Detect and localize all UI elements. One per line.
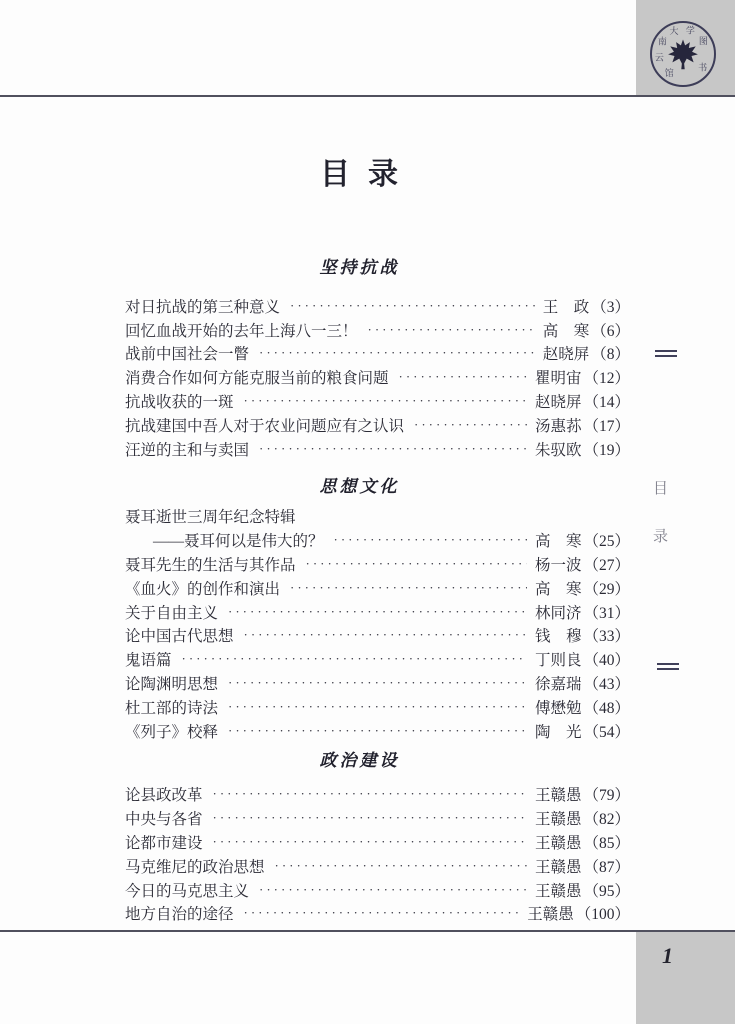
entry-author: 王赣愚 — [534, 835, 582, 853]
dot-leader — [399, 369, 527, 385]
margin-title-label — [653, 477, 668, 546]
toc-content — [125, 0, 630, 925]
bottom-right-margin-band — [636, 932, 735, 1024]
section-header: 坚持抗战 — [319, 258, 400, 277]
entry-author: 丁则良 — [534, 652, 582, 670]
dot-leader — [244, 393, 527, 409]
section-thought-culture — [125, 475, 630, 743]
section-political-construction — [125, 749, 630, 926]
toc-list — [125, 294, 630, 461]
entry-page: （6） — [591, 322, 630, 340]
dot-leader — [306, 556, 527, 572]
toc-entry — [125, 576, 630, 600]
entry-title: 马克维尼的政治思想 — [125, 858, 265, 876]
entry-title: 聂耳先生的生活与其作品 — [125, 557, 296, 575]
entry-page: （40） — [583, 652, 630, 670]
toc-entry — [125, 294, 630, 318]
toc-entry — [125, 830, 630, 854]
entry-page: （33） — [583, 628, 630, 646]
entry-title: 中央与各省 — [125, 811, 203, 829]
entry-page: （43） — [583, 676, 630, 694]
margin-label-char: 目 — [653, 481, 669, 497]
toc-entry — [125, 600, 630, 624]
entry-page: （95） — [583, 882, 630, 900]
dot-leader — [213, 834, 527, 850]
entry-author: 徐嘉瑞 — [534, 676, 582, 694]
entry-page: （27） — [583, 557, 630, 575]
seal-char: 大 — [669, 26, 679, 37]
section-resist-war — [125, 256, 630, 461]
toc-entry — [125, 413, 630, 437]
toc-entry — [125, 854, 630, 878]
dot-leader — [182, 651, 527, 667]
entry-title: 论都市建设 — [125, 835, 203, 853]
toc-entry — [125, 437, 630, 461]
dot-leader — [290, 298, 535, 314]
dot-leader — [244, 627, 527, 643]
entry-author: 王赣愚 — [527, 906, 574, 924]
entry-page: （85） — [583, 835, 630, 853]
entry-author: 傅懋勉 — [534, 699, 582, 717]
dot-leader — [259, 882, 527, 898]
dot-leader — [275, 858, 527, 874]
toc-entry — [125, 695, 630, 719]
entry-title: 抗战收获的一斑 — [125, 394, 234, 412]
entry-page: （19） — [583, 441, 630, 459]
dot-leader — [259, 441, 527, 457]
seal-char: 馆 — [664, 68, 674, 79]
toc-entry — [125, 389, 630, 413]
entry-page: （87） — [583, 858, 630, 876]
entry-author: 王 政 — [542, 298, 590, 316]
dot-leader — [228, 723, 527, 739]
page-number: 1 — [662, 943, 673, 968]
toc-entry — [125, 902, 630, 926]
entry-author: 高 寒 — [534, 533, 582, 551]
margin-label-char: 录 — [653, 529, 669, 545]
toc-entry — [125, 505, 630, 529]
dot-leader — [213, 810, 527, 826]
entry-author: 瞿明宙 — [534, 370, 582, 388]
toc-entry — [125, 671, 630, 695]
entry-author: 朱驭欧 — [534, 441, 582, 459]
entry-title: 论县政改革 — [125, 787, 203, 805]
dot-leader — [228, 604, 527, 620]
dot-leader — [414, 417, 527, 433]
dot-leader — [228, 699, 527, 715]
entry-page: （25） — [583, 533, 630, 551]
toc-list — [125, 783, 630, 926]
entry-author: 林同济 — [534, 604, 582, 622]
toc-entry — [125, 806, 630, 830]
dot-leader — [213, 786, 527, 802]
maple-leaf-icon — [666, 36, 700, 70]
section-header: 政治建设 — [319, 750, 400, 770]
entry-page: （29） — [583, 580, 630, 598]
entry-title: 杜工部的诗法 — [125, 699, 219, 717]
entry-title: 《血火》的创作和演出 — [125, 580, 281, 598]
toc-entry — [125, 528, 630, 552]
entry-author: 汤惠荪 — [534, 417, 582, 435]
seal-char: 学 — [685, 25, 695, 36]
entry-page: （17） — [583, 417, 630, 435]
entry-title: 聂耳逝世三周年纪念特辑 — [125, 509, 296, 527]
toc-entry — [125, 552, 630, 576]
library-seal — [650, 21, 716, 87]
top-right-margin-band — [636, 0, 735, 95]
entry-page: （8） — [591, 346, 630, 364]
entry-title: 论陶渊明思想 — [125, 676, 219, 694]
entry-page: （14） — [583, 394, 630, 412]
seal-char: 云 — [654, 52, 664, 63]
entry-page: （48） — [583, 699, 630, 717]
entry-author: 陶 光 — [534, 723, 582, 741]
dot-leader — [334, 532, 527, 548]
toc-entry — [125, 783, 630, 807]
entry-author: 杨一波 — [534, 557, 582, 575]
toc-entry — [125, 318, 630, 342]
toc-entry — [125, 647, 630, 671]
entry-title: 今日的马克思主义 — [125, 882, 250, 900]
section-header: 思想文化 — [319, 476, 400, 496]
entry-title: 《列子》校释 — [125, 723, 219, 741]
entry-title: ——聂耳何以是伟大的？ — [153, 533, 324, 551]
entry-author: 王赣愚 — [534, 811, 582, 829]
dot-leader — [368, 322, 535, 338]
edge-mark — [657, 663, 679, 670]
entry-title: 战前中国社会一瞥 — [125, 346, 250, 364]
entry-page: （54） — [583, 723, 630, 741]
entry-author: 王赣愚 — [534, 787, 582, 805]
entry-title: 抗战建国中吾人对于农业问题应有之认识 — [125, 417, 405, 435]
dot-leader — [228, 675, 527, 691]
entry-author: 赵晓屏 — [542, 346, 590, 364]
entry-title: 论中国古代思想 — [125, 628, 234, 646]
entry-title: 关于自由主义 — [125, 604, 219, 622]
dot-leader — [259, 345, 535, 361]
bottom-divider — [0, 930, 735, 932]
entry-author: 赵晓屏 — [534, 394, 582, 412]
entry-page: （31） — [583, 604, 630, 622]
entry-title: 回忆血战开始的去年上海八一三！ — [125, 322, 358, 340]
entry-page: （82） — [583, 811, 630, 829]
seal-char: 书 — [698, 62, 708, 73]
entry-title: 地方自治的途径 — [125, 906, 234, 924]
entry-author: 钱 穆 — [534, 628, 582, 646]
entry-page: （12） — [583, 370, 630, 388]
toc-entry — [125, 878, 630, 902]
entry-author: 王赣愚 — [534, 858, 582, 876]
entry-page: （79） — [583, 787, 630, 805]
page-title: 目 录 — [320, 158, 399, 191]
seal-char: 图 — [698, 35, 708, 46]
entry-author: 王赣愚 — [534, 882, 582, 900]
toc-entry — [125, 719, 630, 743]
entry-author: 高 寒 — [534, 580, 582, 598]
toc-entry — [125, 342, 630, 366]
edge-mark — [655, 350, 677, 357]
toc-list — [125, 505, 630, 743]
entry-title: 消费合作如何方能克服当前的粮食问题 — [125, 370, 389, 388]
entry-page: （100） — [575, 906, 630, 924]
entry-title: 对日抗战的第三种意义 — [125, 298, 281, 316]
dot-leader — [244, 905, 520, 921]
toc-entry — [125, 624, 630, 648]
entry-title: 鬼语篇 — [125, 652, 172, 670]
entry-title: 汪逆的主和与卖国 — [125, 441, 250, 459]
entry-page: （3） — [591, 298, 630, 316]
toc-entry — [125, 365, 630, 389]
entry-author: 高 寒 — [542, 322, 590, 340]
dot-leader — [290, 580, 527, 596]
seal-char: 南 — [657, 36, 667, 47]
